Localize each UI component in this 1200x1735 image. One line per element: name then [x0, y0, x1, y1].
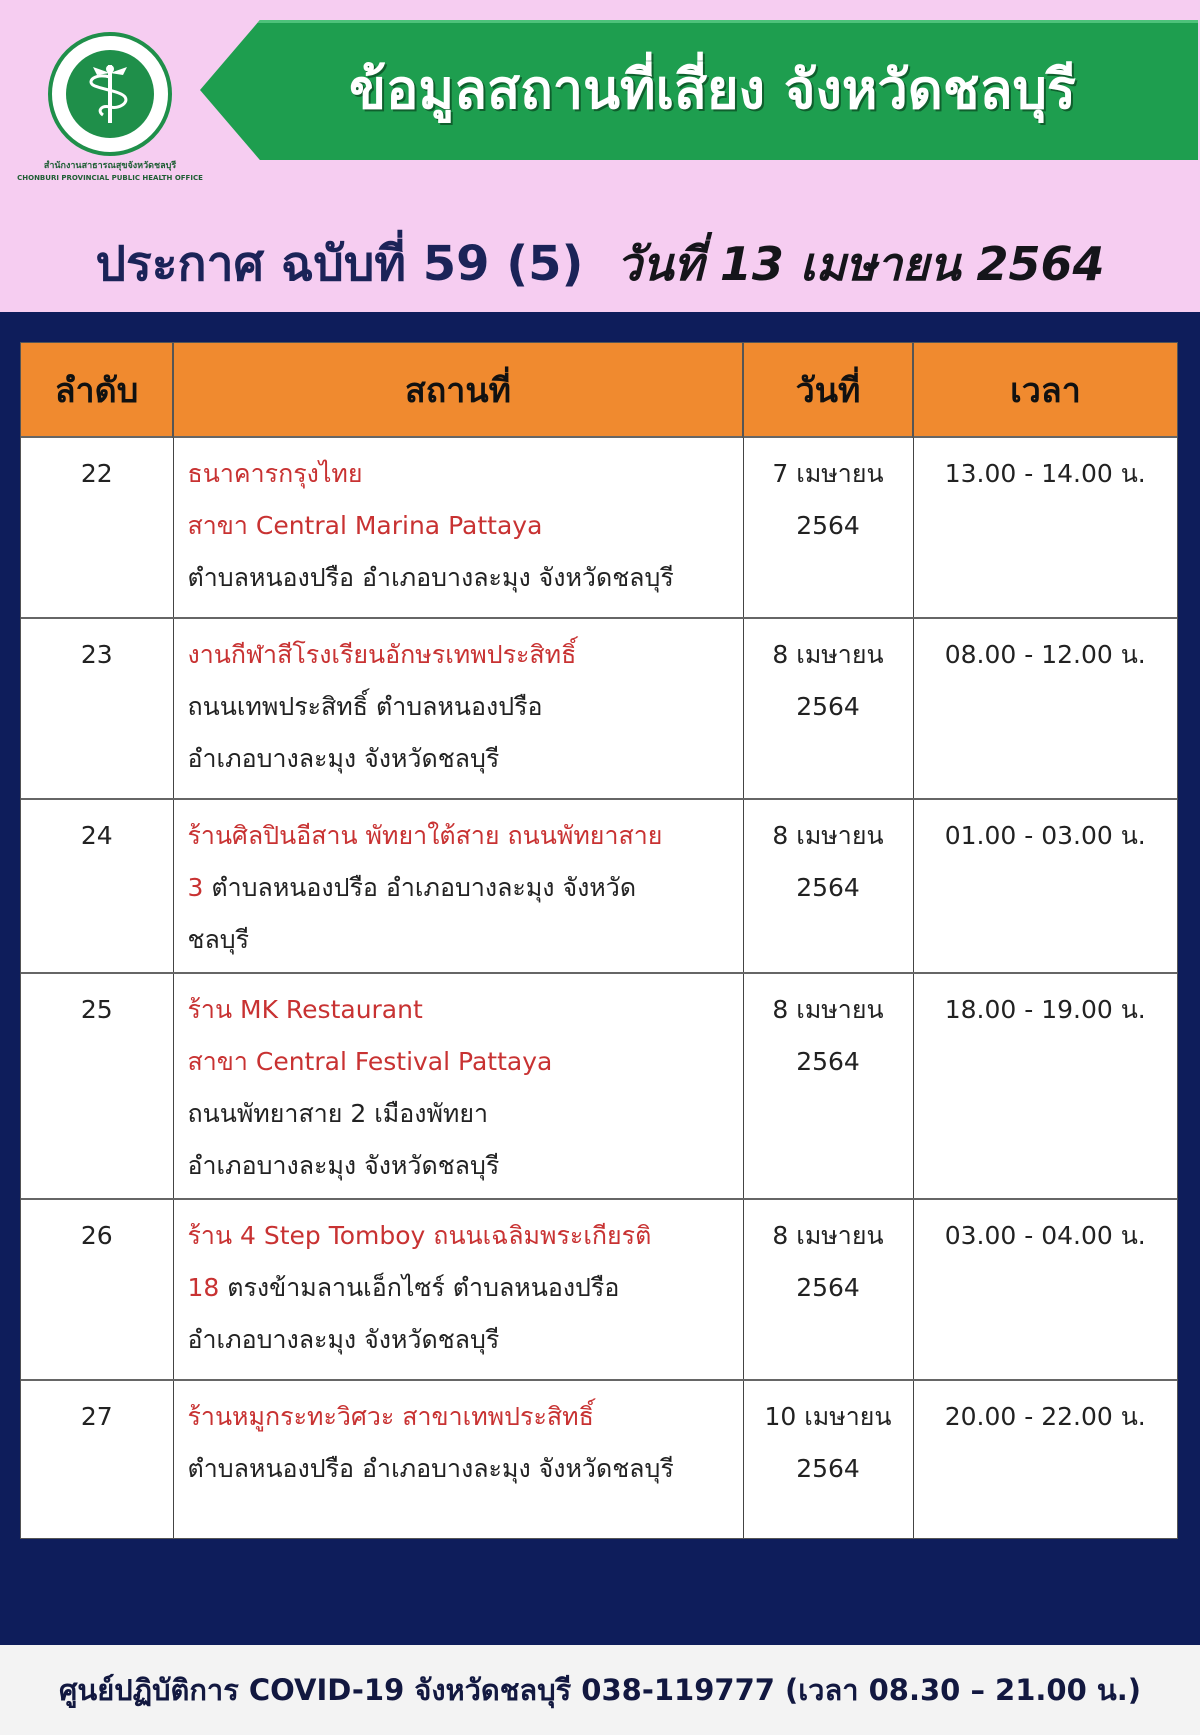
row-time: 08.00 - 12.00 น.	[913, 618, 1177, 799]
logo	[10, 32, 210, 192]
risk-locations-table	[20, 342, 1178, 1539]
place-line: ชลบุรี	[187, 925, 250, 954]
row-date	[743, 973, 913, 1199]
header-order: ลำดับ	[21, 343, 173, 437]
place-line: ร้านศิลปินอีสาน พัทยาใต้สาย ถนนพัทยาสาย	[187, 821, 663, 850]
announcement-number: ประกาศ ฉบับที่ 59 (5)	[95, 236, 584, 292]
covid-center-contact: ศูนย์ปฏิบัติการ COVID-19 จังหวัดชลบุรี 038-119777 (เวลา 08.30 – 21.00 น.)	[59, 1673, 1141, 1707]
ministry-of-public-health-seal-icon	[48, 32, 172, 156]
row-place	[173, 973, 743, 1199]
row-date	[743, 1380, 913, 1538]
date-line: 8 เมษายน	[772, 995, 884, 1024]
row-date	[743, 618, 913, 799]
row-number: 25	[21, 973, 173, 1199]
date-year: 2564	[796, 1047, 860, 1076]
table-row	[21, 437, 1177, 618]
place-line: สาขา Central Marina Pattaya	[187, 511, 543, 540]
date-line: 10 เมษายน	[764, 1402, 892, 1431]
date-year: 2564	[796, 511, 860, 540]
table-row	[21, 799, 1177, 973]
place-line: ร้าน MK Restaurant	[187, 995, 423, 1024]
row-time: 18.00 - 19.00 น.	[913, 973, 1177, 1199]
row-place	[173, 799, 743, 973]
place-line: ตำบลหนองปรือ อำเภอบางละมุง จังหวัดชลบุรี	[187, 1454, 674, 1483]
announcement-date: วันที่ 13 เมษายน 2564	[616, 237, 1105, 291]
header	[0, 0, 1200, 312]
row-time: 20.00 - 22.00 น.	[913, 1380, 1177, 1538]
place-line: งานกีฬาสีโรงเรียนอักษรเทพประสิทธิ์	[187, 640, 577, 669]
row-place	[173, 1380, 743, 1538]
row-place	[173, 437, 743, 618]
row-time: 13.00 - 14.00 น.	[913, 437, 1177, 618]
place-line-red-part: 18	[187, 1273, 220, 1302]
header-time: เวลา	[913, 343, 1177, 437]
table-row	[21, 973, 1177, 1199]
table-row	[21, 1380, 1177, 1538]
row-number: 23	[21, 618, 173, 799]
place-line: อำเภอบางละมุง จังหวัดชลบุรี	[187, 744, 500, 773]
date-line: 7 เมษายน	[772, 459, 884, 488]
date-year: 2564	[796, 873, 860, 902]
table-header-row	[21, 343, 1177, 437]
footer	[0, 1645, 1200, 1735]
date-year: 2564	[796, 692, 860, 721]
date-line: 8 เมษายน	[772, 1221, 884, 1250]
date-year: 2564	[796, 1273, 860, 1302]
header-place: สถานที่	[173, 343, 743, 437]
row-time: 01.00 - 03.00 น.	[913, 799, 1177, 973]
announcement	[0, 232, 1200, 296]
table-row	[21, 1199, 1177, 1380]
place-line: อำเภอบางละมุง จังหวัดชลบุรี	[187, 1151, 500, 1180]
row-date	[743, 1199, 913, 1380]
row-number: 24	[21, 799, 173, 973]
place-line: อำเภอบางละมุง จังหวัดชลบุรี	[187, 1325, 500, 1354]
row-place	[173, 618, 743, 799]
row-place	[173, 1199, 743, 1380]
place-line-red-part: 3	[187, 873, 204, 902]
place-line: ถนนเทพประสิทธิ์ ตำบลหนองปรือ	[187, 692, 543, 721]
place-line: ถนนพัทยาสาย 2 เมืองพัทยา	[187, 1099, 489, 1128]
row-number: 22	[21, 437, 173, 618]
page-title: ข้อมูลสถานที่เสี่ยง จังหวัดชลบุรี	[349, 58, 1076, 121]
header-date: วันที่	[743, 343, 913, 437]
date-line: 8 เมษายน	[772, 640, 884, 669]
table-row	[21, 618, 1177, 799]
place-line	[188, 862, 731, 914]
place-line: ร้าน 4 Step Tomboy ถนนเฉลิมพระเกียรติ	[187, 1221, 652, 1250]
place-line: ร้านหมูกระทะวิศวะ สาขาเทพประสิทธิ์	[187, 1402, 594, 1431]
place-line: ตำบลหนองปรือ อำเภอบางละมุง จังหวัดชลบุรี	[187, 563, 674, 592]
row-number: 26	[21, 1199, 173, 1380]
row-date	[743, 799, 913, 973]
logo-caption-thai: สำนักงานสาธารณสุขจังหวัดชลบุรี	[43, 161, 177, 171]
date-year: 2564	[796, 1454, 860, 1483]
logo-caption-english: CHONBURI PROVINCIAL PUBLIC HEALTH OFFICE	[17, 174, 203, 182]
place-line: ธนาคารกรุงไทย	[187, 459, 363, 488]
row-time: 03.00 - 04.00 น.	[913, 1199, 1177, 1380]
place-line-rest: ตรงข้ามลานเอ็กไซร์ ตำบลหนองปรือ	[219, 1273, 620, 1302]
date-line: 8 เมษายน	[772, 821, 884, 850]
place-line	[188, 1262, 731, 1314]
place-line: สาขา Central Festival Pattaya	[187, 1047, 553, 1076]
row-date	[743, 437, 913, 618]
logo-caption	[10, 160, 210, 184]
place-line-rest: ตำบลหนองปรือ อำเภอบางละมุง จังหวัด	[203, 873, 637, 902]
row-number: 27	[21, 1380, 173, 1538]
